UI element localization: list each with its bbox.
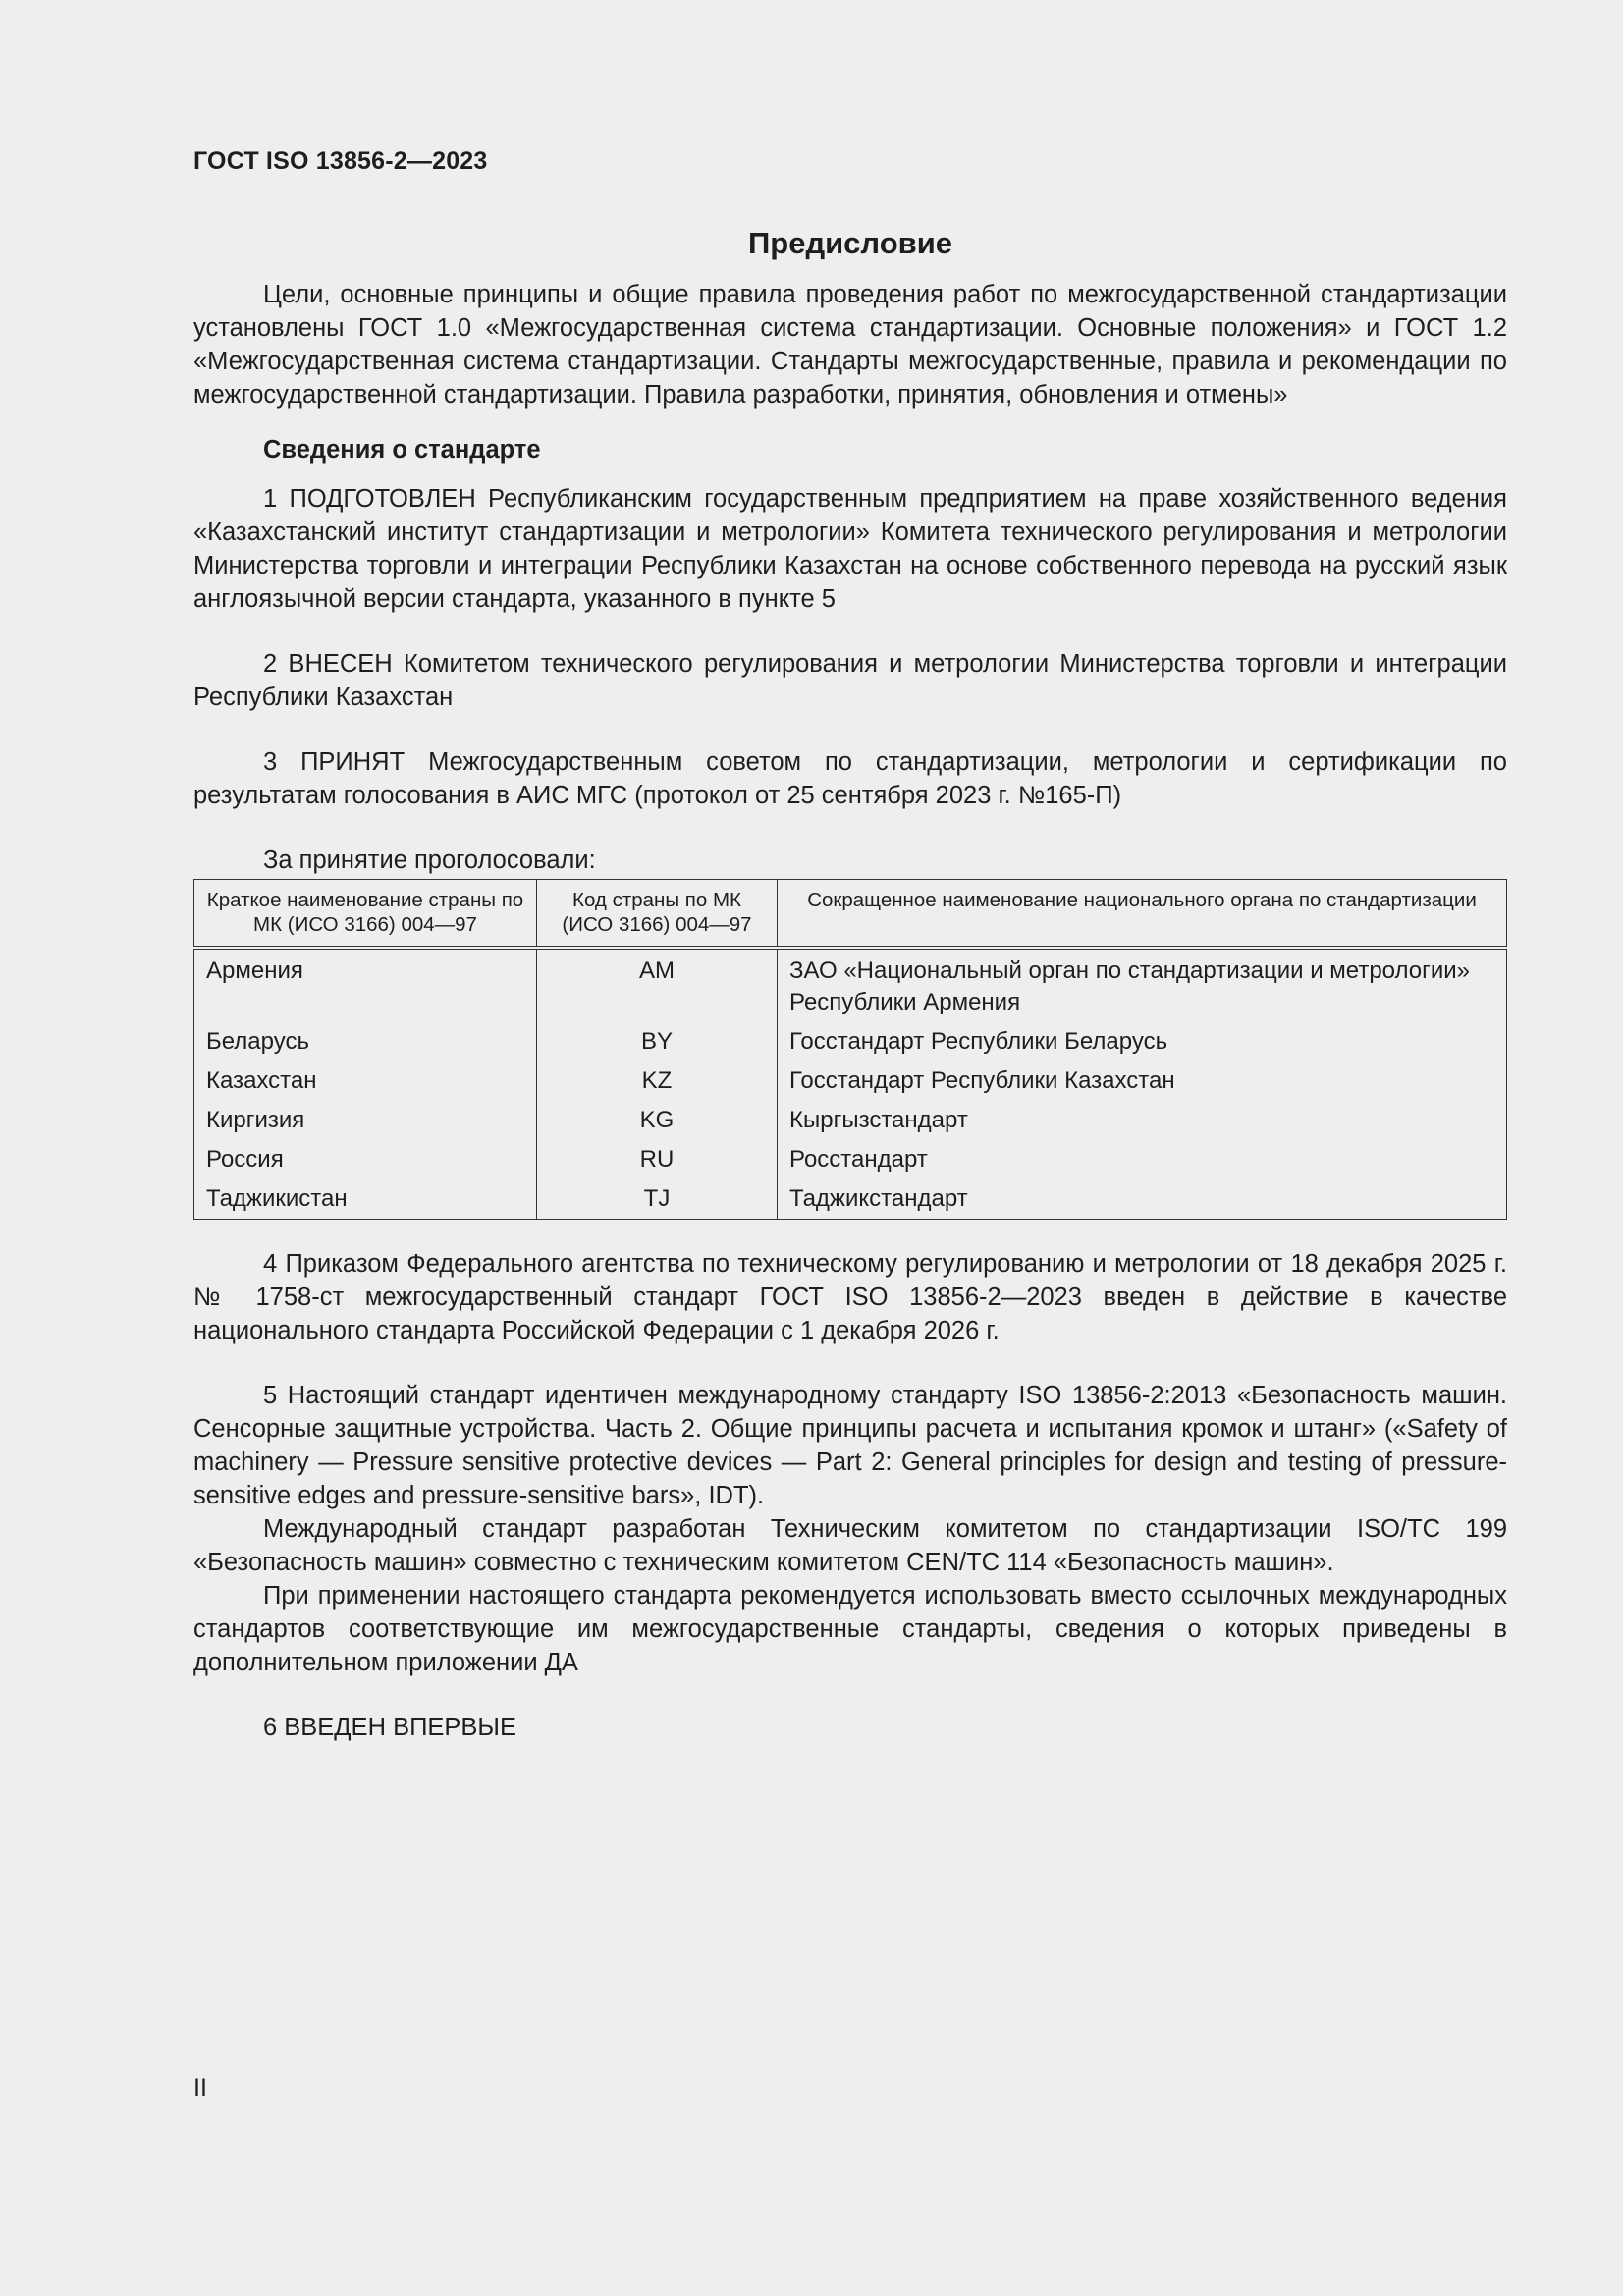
column-header-code: Код страны по МК (ИСО 3166) 004—97 xyxy=(537,880,778,949)
voted-label: За принятие проголосовали: xyxy=(263,847,596,874)
intro-paragraph: Цели, основные принципы и общие правила проведения работ по межгосударственной стандартизации установлены ГОСТ 1.0 «Межгосударственная система стандартизации. Основные положения» и ГОСТ 1.2 «Межгосударственная система стандартизации. Стандарты межгосударственные, правила и рекомендации по межгосударственной стандартизации. Правила разработки, принятия, обновления и отмены» xyxy=(193,281,1507,409)
table-row xyxy=(194,1101,1507,1140)
section-subheading: Сведения о стандарте xyxy=(263,436,541,464)
item-5-identical: 5 Настоящий стандарт идентичен международному стандарту ISO 13856-2:2013 «Безопасность машин. Сенсорные защитные устройства. Часть 2. Общие принципы расчета и испытания кромок и штанг» («Safety of machinery — Pressure sensitive protective devices — Part 2: General principles for design and testing of pressure-sensitive edges and pressure-sensitive bars», IDT). xyxy=(193,1382,1507,1509)
table-header-row xyxy=(194,880,1507,949)
country-code: TJ xyxy=(537,1179,778,1220)
column-header-country: Краткое наименование страны по МК (ИСО 3166) 004—97 xyxy=(194,880,537,949)
document-id: ГОСТ ISO 13856-2—2023 xyxy=(193,147,488,175)
page-number: II xyxy=(193,2074,207,2102)
country-name: Киргизия xyxy=(194,1101,537,1140)
item-5-developer: Международный стандарт разработан Техническим комитетом по стандартизации ISO/TC 199 «Безопасность машин» совместно с техническим комитетом CEN/TC 114 «Безопасность машин». xyxy=(193,1515,1507,1576)
table-row xyxy=(194,1179,1507,1220)
country-name: Армения xyxy=(194,948,537,1022)
column-header-body: Сокращенное наименование национального органа по стандартизации xyxy=(778,880,1507,949)
standards-body: Госстандарт Республики Беларусь xyxy=(778,1022,1507,1062)
standards-body: Таджикстандарт xyxy=(778,1179,1507,1220)
item-6-first-introduced: 6 ВВЕДЕН ВПЕРВЫЕ xyxy=(263,1714,517,1741)
standards-body: Росстандарт xyxy=(778,1140,1507,1179)
country-code: RU xyxy=(537,1140,778,1179)
voting-countries-table xyxy=(193,879,1507,1220)
country-name: Казахстан xyxy=(194,1062,537,1101)
page-title: Предисловие xyxy=(747,226,952,260)
table-row xyxy=(194,1140,1507,1179)
standards-body: Госстандарт Республики Казахстан xyxy=(778,1062,1507,1101)
item-1-prepared: 1 ПОДГОТОВЛЕН Республиканским государственным предприятием на праве хозяйственного ведения «Казахстанский институт стандартизации и метрологии» Комитета технического регулирования и метрологии Министерства торговли и интеграции Республики Казахстан на основе собственного перевода на русский язык англоязычной версии стандарта, указанного в пункте 5 xyxy=(193,485,1507,613)
item-3-adopted: 3 ПРИНЯТ Межгосударственным советом по стандартизации, метрологии и сертификации по результатам голосования в АИС МГС (протокол от 25 сентября 2023 г. №165-П) xyxy=(193,748,1507,809)
standards-body: Кыргызстандарт xyxy=(778,1101,1507,1140)
country-code: KG xyxy=(537,1101,778,1140)
country-code: BY xyxy=(537,1022,778,1062)
country-name: Беларусь xyxy=(194,1022,537,1062)
item-2-submitted: 2 ВНЕСЕН Комитетом технического регулирования и метрологии Министерства торговли и интеграции Республики Казахстан xyxy=(193,650,1507,711)
table-row xyxy=(194,1062,1507,1101)
foreword-section xyxy=(193,221,1507,1776)
standards-body: ЗАО «Национальный орган по стандартизации и метрологии» Республики Армения xyxy=(778,948,1507,1022)
item-5-application: При применении настоящего стандарта рекомендуется использовать вместо ссылочных международных стандартов соответствующие им межгосударственные стандарты, сведения о которых приведены в дополнительном приложении ДА xyxy=(193,1582,1507,1676)
country-name: Россия xyxy=(194,1140,537,1179)
country-code: KZ xyxy=(537,1062,778,1101)
country-name: Таджикистан xyxy=(194,1179,537,1220)
country-code: AM xyxy=(537,948,778,1022)
table-row xyxy=(194,1022,1507,1062)
item-4-enacted: 4 Приказом Федерального агентства по техническому регулированию и метрологии от 18 декабря 2025 г. № 1758-ст межгосударственный стандарт ГОСТ ISO 13856-2—2023 введен в действие в качестве национального стандарта Российской Федерации с 1 декабря 2026 г. xyxy=(193,1250,1507,1344)
table-row xyxy=(194,948,1507,1022)
